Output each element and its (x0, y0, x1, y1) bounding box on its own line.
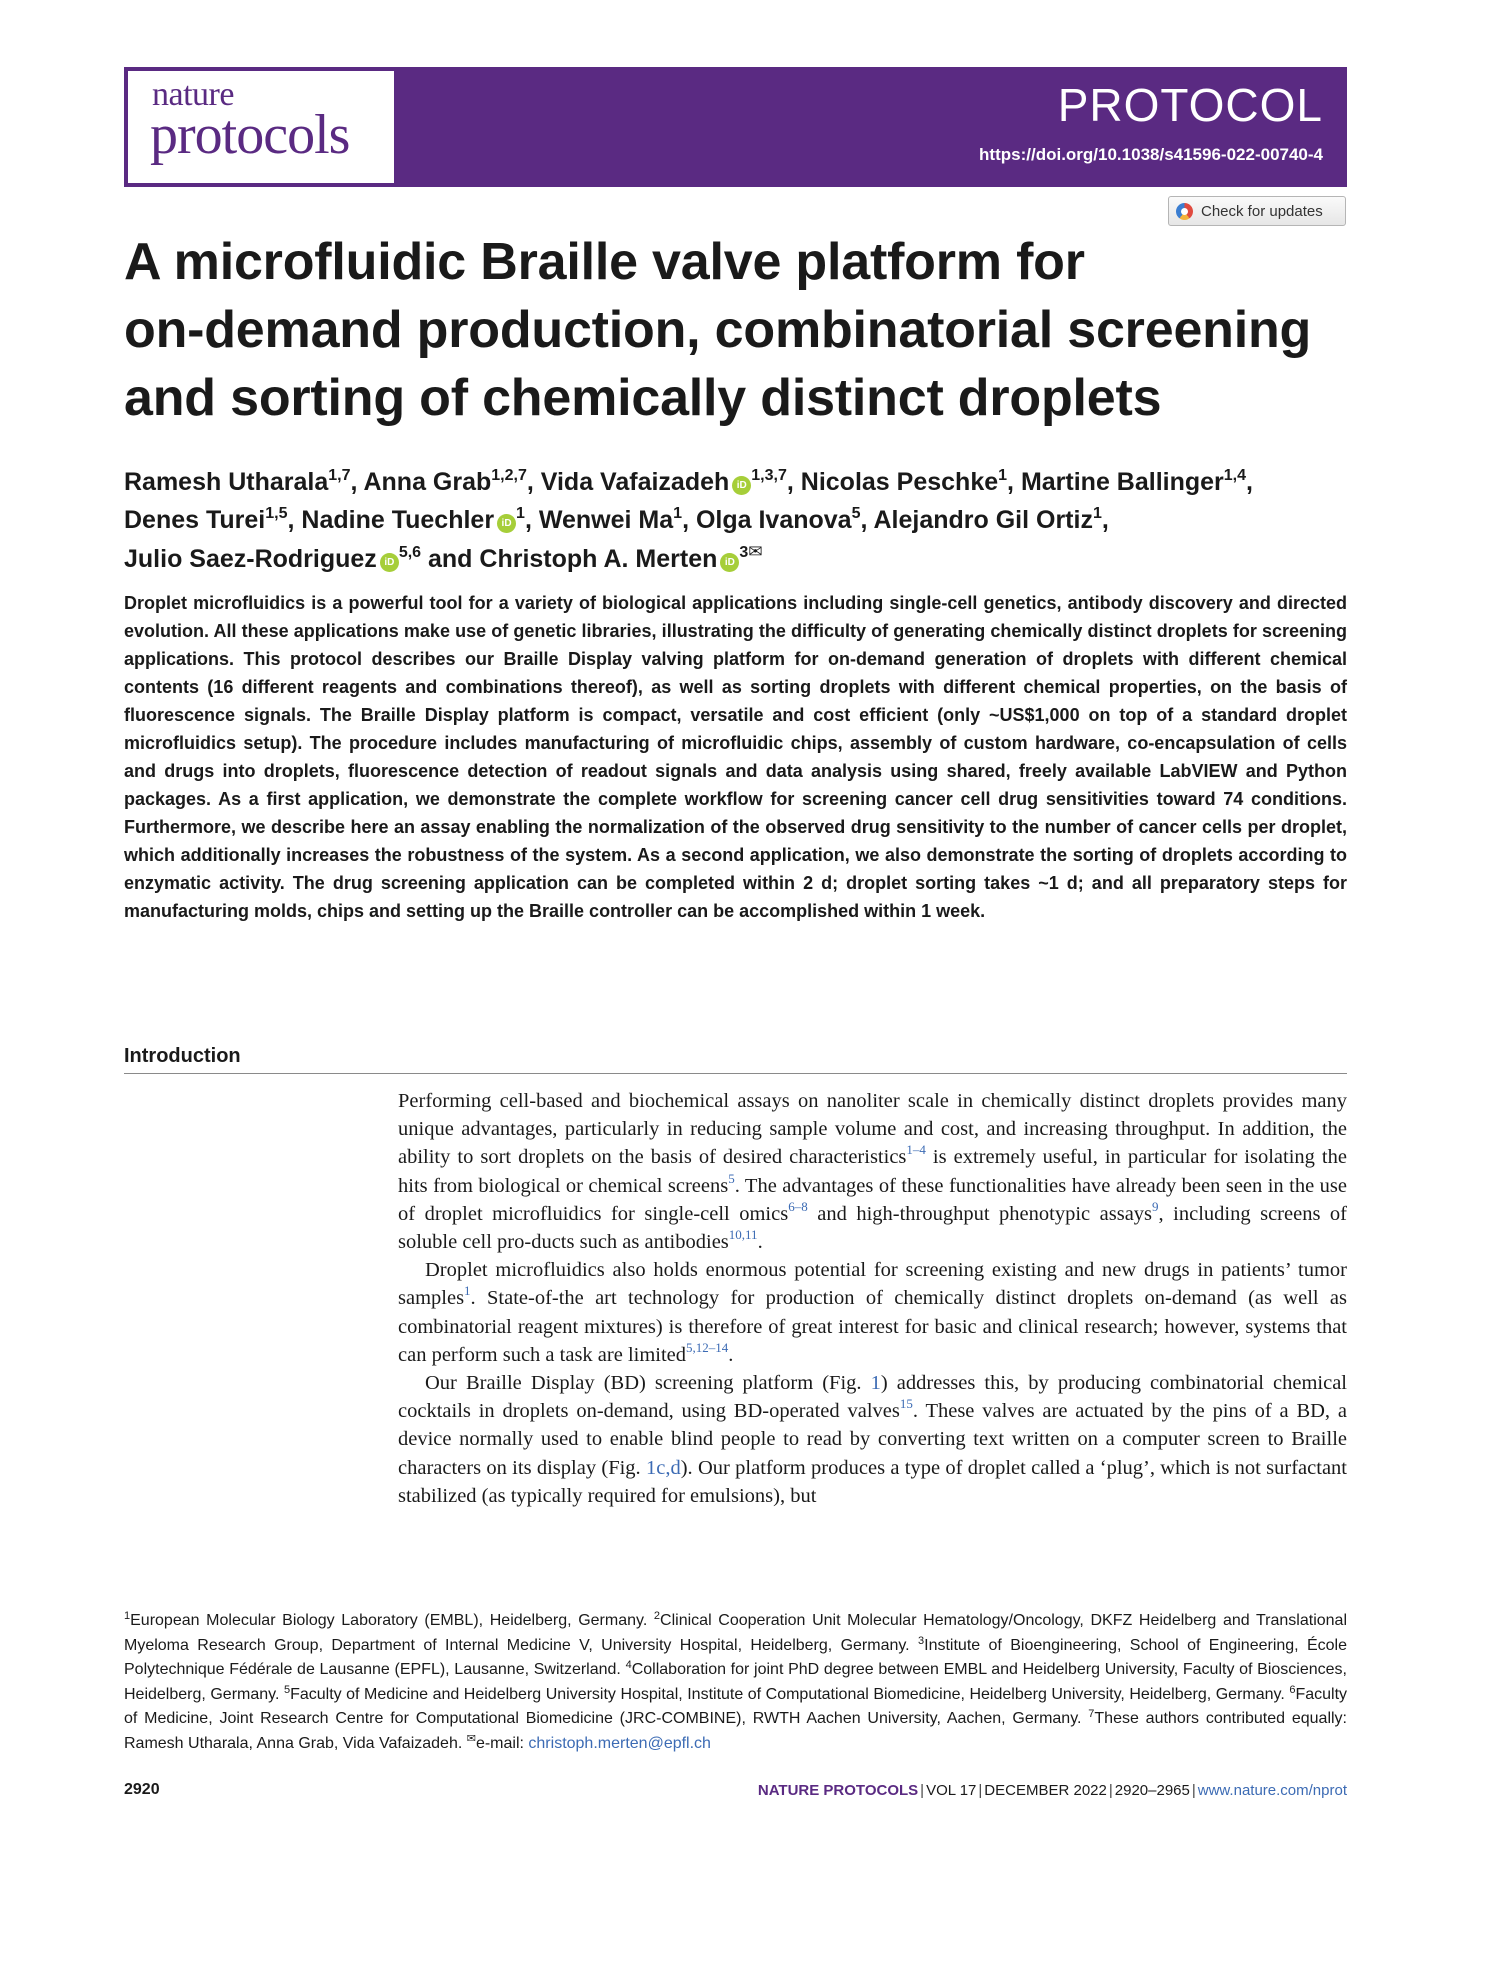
footer-citation (758, 1782, 1347, 1799)
orcid-icon[interactable]: iD (732, 476, 751, 495)
body-text-run: ). Our platform produces a type of droplet called a ‘plug’, which is not surfactant stabilized (as typically required for emulsions), but (398, 1456, 1347, 1507)
check-for-updates-button[interactable] (1168, 196, 1346, 226)
author-separator: and (421, 545, 480, 573)
author-name[interactable]: Nadine Tuechler (301, 506, 495, 534)
author-name[interactable]: Alejandro Gil Ortiz (873, 506, 1093, 534)
author-separator: , (860, 506, 874, 534)
body-text (398, 1087, 1347, 1510)
body-text-run: . State-of-the art technology for production of chemically distinct droplets on-demand (as well as combinatorial reagent mixtures) is therefore of great interest for basic and clinical research; however, systems that can perform such a task are limited (398, 1287, 1347, 1366)
body-text-run: Our Braille Display (BD) screening platform (Fig. (425, 1372, 871, 1395)
footer-separator: | (978, 1782, 983, 1799)
footer-url-link[interactable]: www.nature.com/nprot (1197, 1782, 1347, 1799)
footnote-text: Clinical Cooperation Unit Molecular Hematology/Oncology, DKFZ Heidelberg and Translational Myeloma Research Group, Department of Internal Medicine V, University Hospital, Heidelberg, Germany. (124, 1612, 1348, 1654)
author-separator: , (682, 506, 696, 534)
author-separator: , (1246, 468, 1253, 496)
author-separator: , (786, 468, 801, 496)
author-separator: , (526, 468, 541, 496)
author-affiliation: 1 (1092, 505, 1102, 522)
author-separator: , (350, 468, 364, 496)
author-name[interactable]: Ramesh Utharala (124, 468, 329, 496)
author-separator: , (287, 506, 302, 534)
body-paragraph (398, 1256, 1347, 1369)
body-paragraph (398, 1087, 1347, 1256)
citation-link[interactable]: 1–4 (906, 1142, 926, 1158)
citation-link[interactable]: 5 (728, 1170, 735, 1186)
check-updates-label: Check for updates (1201, 202, 1323, 220)
citation-link[interactable]: 6–8 (788, 1198, 808, 1214)
body-text-run: Droplet microfluidics also holds enormous potential for screening existing and new drugs in patients’ tumor samples (398, 1259, 1347, 1310)
footnote-text: Faculty of Medicine and Heidelberg University Hospital, Institute of Computational Biomedicine, Heidelberg University, Heidelberg, Germany. (290, 1685, 1290, 1703)
citation-link[interactable]: 10,11 (728, 1227, 758, 1243)
author-affiliation: 1,2,7 (491, 467, 527, 484)
author-name[interactable]: Denes Turei (124, 506, 266, 534)
article-type-label: PROTOCOL (1057, 79, 1323, 131)
doi-link[interactable]: https://doi.org/10.1038/s41596-022-00740-4 (979, 145, 1323, 164)
author-affiliation: 1 (673, 505, 683, 522)
author-affiliation: 1 (998, 467, 1008, 484)
author-name[interactable]: Vida Vafaizadeh (540, 468, 730, 496)
footnote-number: 1 (124, 1610, 131, 1622)
footer-pages: 2920–2965 (1114, 1782, 1190, 1799)
author-separator: , (1101, 506, 1109, 534)
page-number: 2920 (124, 1781, 160, 1798)
author-affiliation: 3 (739, 544, 749, 561)
orcid-icon[interactable]: iD (380, 553, 399, 572)
footnote-text: European Molecular Biology Laboratory (EMBL), Heidelberg, Germany. (130, 1612, 654, 1629)
footer-date: DECEMBER 2022 (984, 1782, 1107, 1799)
citation-link[interactable]: 1 (464, 1283, 471, 1299)
body-text-run: ) addresses this, by producing combinatorial chemical cocktails in droplets on-demand, using BD-operated valves (398, 1372, 1347, 1423)
author-name[interactable]: Olga Ivanova (695, 506, 852, 534)
orcid-icon[interactable]: iD (720, 553, 739, 572)
body-text-run: Performing cell-based and biochemical assays on nanoliter scale in chemically distinct droplets provides many unique advantages, particularly in reducing sample volume and cost, and increasing throughput. In addition, the ability to sort droplets on the basis of desired characteristics (398, 1090, 1347, 1169)
footnote-number: 5 (283, 1683, 291, 1696)
footer-separator: | (920, 1782, 925, 1799)
footnote-number: 7 (1088, 1708, 1095, 1720)
mail-icon: ✉ (466, 1732, 476, 1745)
author-separator: , (524, 506, 539, 534)
footnote-number: 3 (918, 1634, 925, 1647)
body-text-run: and high-throughput phenotypic assays (807, 1202, 1153, 1225)
title-line: and sorting of chemically distinct droplets (124, 369, 1162, 427)
author-name[interactable]: Martine Ballinger (1020, 468, 1224, 496)
author-line (124, 536, 1354, 575)
article-title (124, 228, 1354, 432)
footer-separator: | (1108, 1782, 1113, 1799)
footnote-text: Faculty of Medicine, Joint Research Centre for Computational Biomedicine (JRC-COMBINE), RWTH Aachen University, Aachen, Germany. (124, 1685, 1348, 1727)
author-affiliation: 1 (516, 505, 525, 522)
footnote-text: These authors contributed equally: Ramesh Utharala, Anna Grab, Vida Vafaizadeh. (124, 1710, 1347, 1752)
footnote-number: 4 (625, 1659, 632, 1671)
footer-separator: | (1191, 1782, 1196, 1799)
title-line: on-demand production, combinatorial screening (124, 301, 1312, 359)
affiliations-footnote (124, 1609, 1347, 1756)
figure-link[interactable]: 1c,d (645, 1456, 681, 1479)
mail-icon[interactable]: ✉ (748, 542, 763, 561)
body-text-run: . (728, 1343, 734, 1366)
body-text-run: is extremely useful, in particular for isolating the hits from biological or chemical screens (398, 1146, 1347, 1197)
logo-text-bottom: protocols (150, 104, 350, 166)
citation-link[interactable]: 9 (1152, 1198, 1159, 1214)
author-affiliation: 1,5 (265, 505, 288, 522)
author-line (124, 460, 1354, 498)
author-affiliation: 1,3,7 (751, 467, 787, 484)
footnote-text: Collaboration for joint PhD degree between EMBL and Heidelberg University, Faculty of Biosciences, Heidelberg, Germany. (124, 1661, 1347, 1703)
author-affiliation: 5,6 (398, 544, 422, 561)
author-affiliation: 5 (851, 505, 861, 522)
abstract: Droplet microfluidics is a powerful tool for a variety of biological applications including single-cell genetics, antibody discovery and directed evolution. All these applications make use of genetic libraries, illustrating the difficulty of generating chemically distinct droplets for screening applications. This protocol describes our Braille Display valving platform for on-demand generation of droplets with different chemical contents (16 different reagents and combinations thereof), as well as sorting droplets with different chemical properties, on the basis of fluorescence signals. The Braille Display platform is compact, versatile and cost efficient (only ~US$1,000 on top of a standard droplet microfluidics setup). The procedure includes manufacturing of microfluidic chips, assembly of custom hardware, co-encapsulation of cells and drugs into droplets, fluorescence detection of readout signals and data analysis using shared, freely available LabVIEW and Python packages. As a first application, we demonstrate the complete workflow for screening cancer cell drug sensitivities toward 74 conditions. Furthermore, we describe here an assay enabling the normalization of the observed drug sensitivity to the number of cancer cells per droplet, which additionally increases the robustness of the system. As a second application, we also demonstrate the sorting of droplets according to enzymatic activity. The drug screening application can be completed within 2 d; droplet sorting takes ~1 d; and all preparatory steps for manufacturing molds, chips and setting up the Braille controller can be accomplished within 1 week. (124, 593, 1347, 921)
footnote-number: 6 (1289, 1683, 1296, 1696)
footnote-number: 2 (653, 1610, 661, 1622)
author-name[interactable]: Wenwei Ma (538, 506, 674, 534)
orcid-icon[interactable]: iD (497, 514, 516, 533)
footnote-text: Institute of Bioengineering, School of Engineering, École Polytechnique Fédérale de Lausanne (EPFL), Lausanne, Switzerland. (124, 1636, 1348, 1678)
author-affiliation: 1,7 (328, 467, 351, 484)
author-list (124, 460, 1354, 575)
section-heading-introduction: Introduction (124, 1045, 241, 1067)
author-name[interactable]: Nicolas Peschke (800, 468, 999, 496)
email-link[interactable]: christoph.merten@epfl.ch (528, 1734, 711, 1752)
author-affiliation: 1,4 (1223, 467, 1247, 484)
author-name[interactable]: Christoph A. Merten (479, 545, 718, 573)
author-name[interactable]: Julio Saez-Rodriguez (124, 545, 377, 573)
citation-link[interactable]: 5,12–14 (686, 1339, 729, 1355)
body-text-run: . These valves are actuated by the pins of a BD, a device normally used to enable blind people to read by converting text written on a computer screen to Braille characters on its display (Fig. (398, 1400, 1347, 1479)
author-separator: , (1007, 468, 1021, 496)
crossmark-icon (1176, 203, 1193, 220)
figure-link[interactable]: 1 (870, 1372, 881, 1395)
title-line: A microfluidic Braille valve platform for (124, 233, 1085, 291)
footer-volume: VOL 17 (926, 1782, 977, 1799)
section-divider (124, 1073, 1347, 1074)
body-text-run: . The advantages of these functionalities have already been seen in the use of droplet microfluidics for single-cell omics (398, 1174, 1347, 1225)
body-paragraph (398, 1369, 1347, 1510)
author-line (124, 498, 1354, 536)
footer-journal: NATURE PROTOCOLS (757, 1782, 919, 1799)
logo-text-top: nature (152, 76, 234, 113)
author-name[interactable]: Anna Grab (363, 468, 492, 496)
email-label: e-mail: (475, 1734, 529, 1752)
body-text-run: , including screens of soluble cell pro-ducts such as antibodies (398, 1202, 1347, 1254)
citation-link[interactable]: 15 (899, 1396, 913, 1412)
body-text-run: . (757, 1231, 763, 1254)
